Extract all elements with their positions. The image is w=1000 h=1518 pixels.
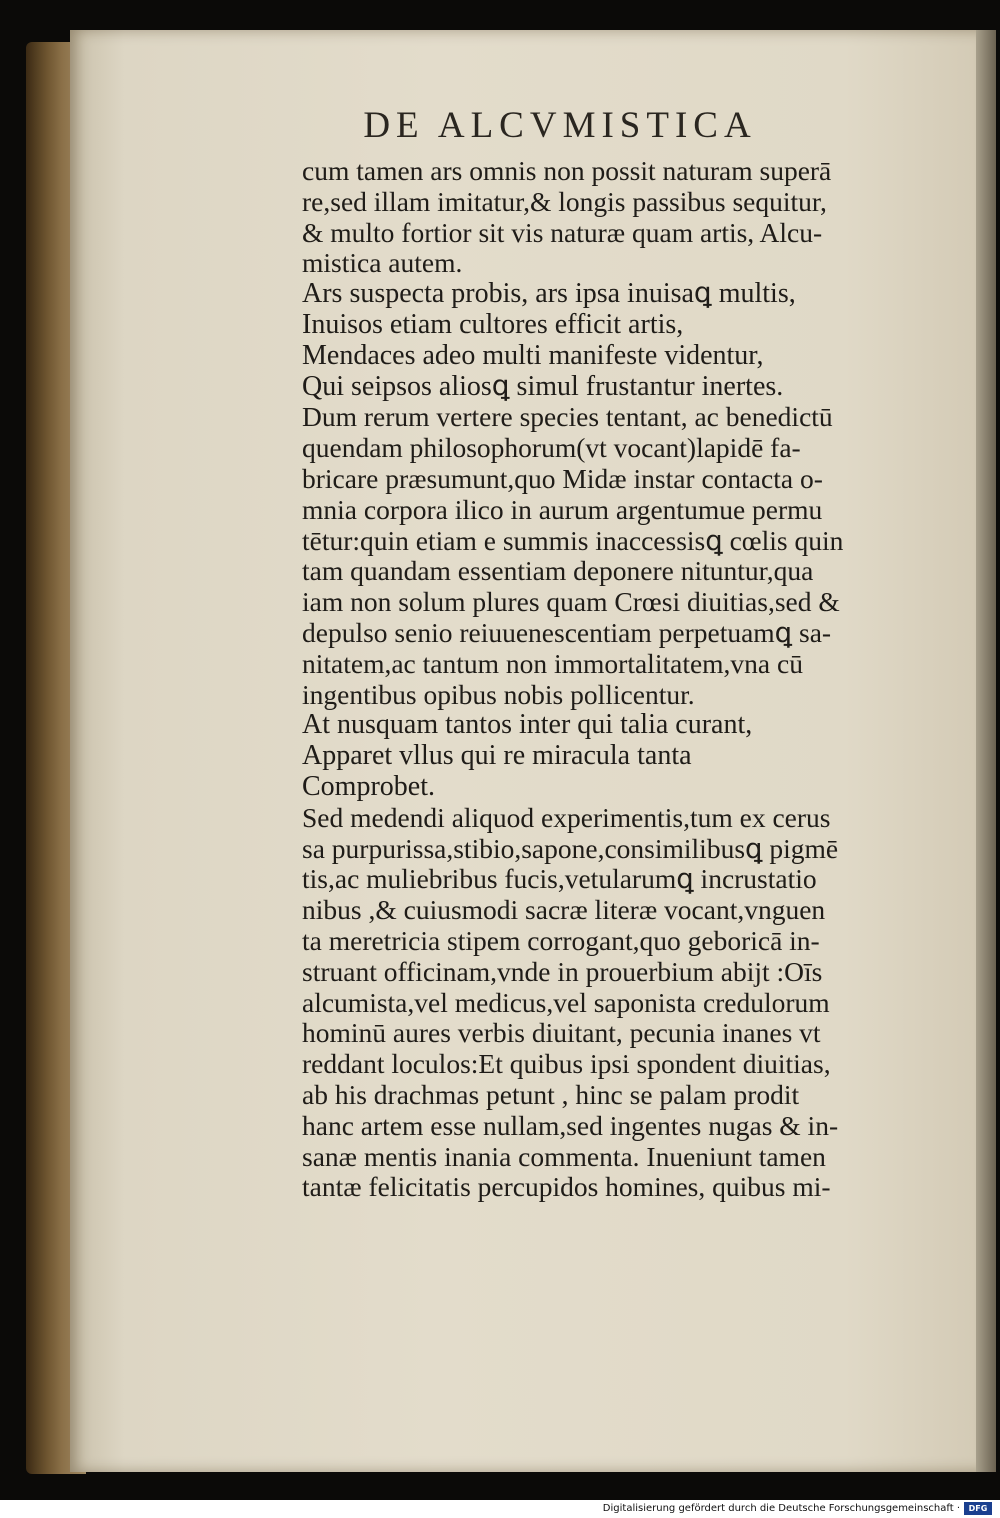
text-line: & multo fortior sit vis naturæ quam artis, Alcu- (302, 216, 823, 248)
text-line: depulso senio reiuuenescentiam perpetuamꝗ sa- (302, 616, 832, 648)
text-line: Dum rerum vertere species tentant, ac benedictū (302, 401, 833, 433)
text-line: hanc artem esse nullam,sed ingentes nugas & in- (302, 1109, 839, 1141)
text-line: sanæ mentis inania commenta. Inueniunt tamen (302, 1140, 826, 1172)
verse-line: Qui seipsos aliosꝗ simul frustantur inertes. (302, 370, 784, 402)
dfg-logo-icon: DFG (964, 1502, 992, 1515)
verse-line: Comprobet. (302, 770, 435, 802)
text-line: ab his drachmas petunt , hinc se palam prodit (302, 1078, 800, 1110)
text-line: tis,ac muliebribus fucis,vetularumꝗ incrustatio (302, 863, 817, 895)
text-line: quendam philosophorum(vt vocant)lapidē fa- (302, 432, 801, 464)
text-line: alcumista,vel medicus,vel saponista credulorum (302, 986, 830, 1018)
text-line: hominū aures verbis diuitant, pecunia inanes vt (302, 1017, 821, 1049)
text-line: nibus ,& cuiusmodi sacræ literæ vocant,vnguen (302, 894, 826, 926)
text-line: tantæ felicitatis percupidos homines, quibus mi- (302, 1171, 831, 1203)
text-line: sa purpurissa,stibio,sapone,consimilibusꝗ pigmē (302, 832, 839, 864)
verse-line: Apparet vllus qui re miracula tanta (302, 740, 692, 772)
page-text (302, 156, 952, 1203)
text-line: tētur:quin etiam e summis inaccessisꝗ cœlis quin (302, 524, 844, 556)
verse-line: Ars suspecta probis, ars ipsa inuisaꝗ multis, (302, 278, 796, 310)
footer-bar (0, 1500, 1000, 1518)
page-right-edge (976, 30, 996, 1472)
verse-line: Inuisos etiam cultores efficit artis, (302, 308, 684, 340)
text-line: reddant loculos:Et quibus ipsi spondent diuitias, (302, 1048, 831, 1080)
text-line: Sed medendi aliquod experimentis,tum ex cerus (302, 801, 831, 833)
verse-line: Mendaces adeo multi manifeste videntur, (302, 339, 764, 371)
text-line: bricare præsumunt,quo Midæ instar contacta o- (302, 462, 823, 494)
verse-line: At nusquam tantos inter qui talia curant, (302, 709, 753, 741)
funding-credit: Digitalisierung gefördert durch die Deutsche Forschungsgemeinschaft · (602, 1503, 960, 1514)
running-header: DE ALCVMISTICA (363, 105, 757, 146)
text-line: mistica autem. (302, 247, 463, 279)
text-line: nitatem,ac tantum non immortalitatem,vna cū (302, 647, 803, 679)
text-line: cum tamen ars omnis non possit naturam superā (302, 155, 832, 186)
text-line: mnia corpora ilico in aurum argentumue permu (302, 493, 823, 525)
text-line: tam quandam essentiam deponere nituntur,qua (302, 555, 814, 587)
text-line: ingentibus opibus nobis pollicentur. (302, 678, 695, 710)
text-line: ta meretricia stipem corrogant,quo geboricā in- (302, 924, 820, 956)
text-line: re,sed illam imitatur,& longis passibus sequitur, (302, 185, 827, 217)
text-line: struant officinam,vnde in prouerbium abijt :Oīs (302, 955, 823, 987)
text-line: iam non solum plures quam Crœsi diuitias,sed & (302, 586, 840, 618)
